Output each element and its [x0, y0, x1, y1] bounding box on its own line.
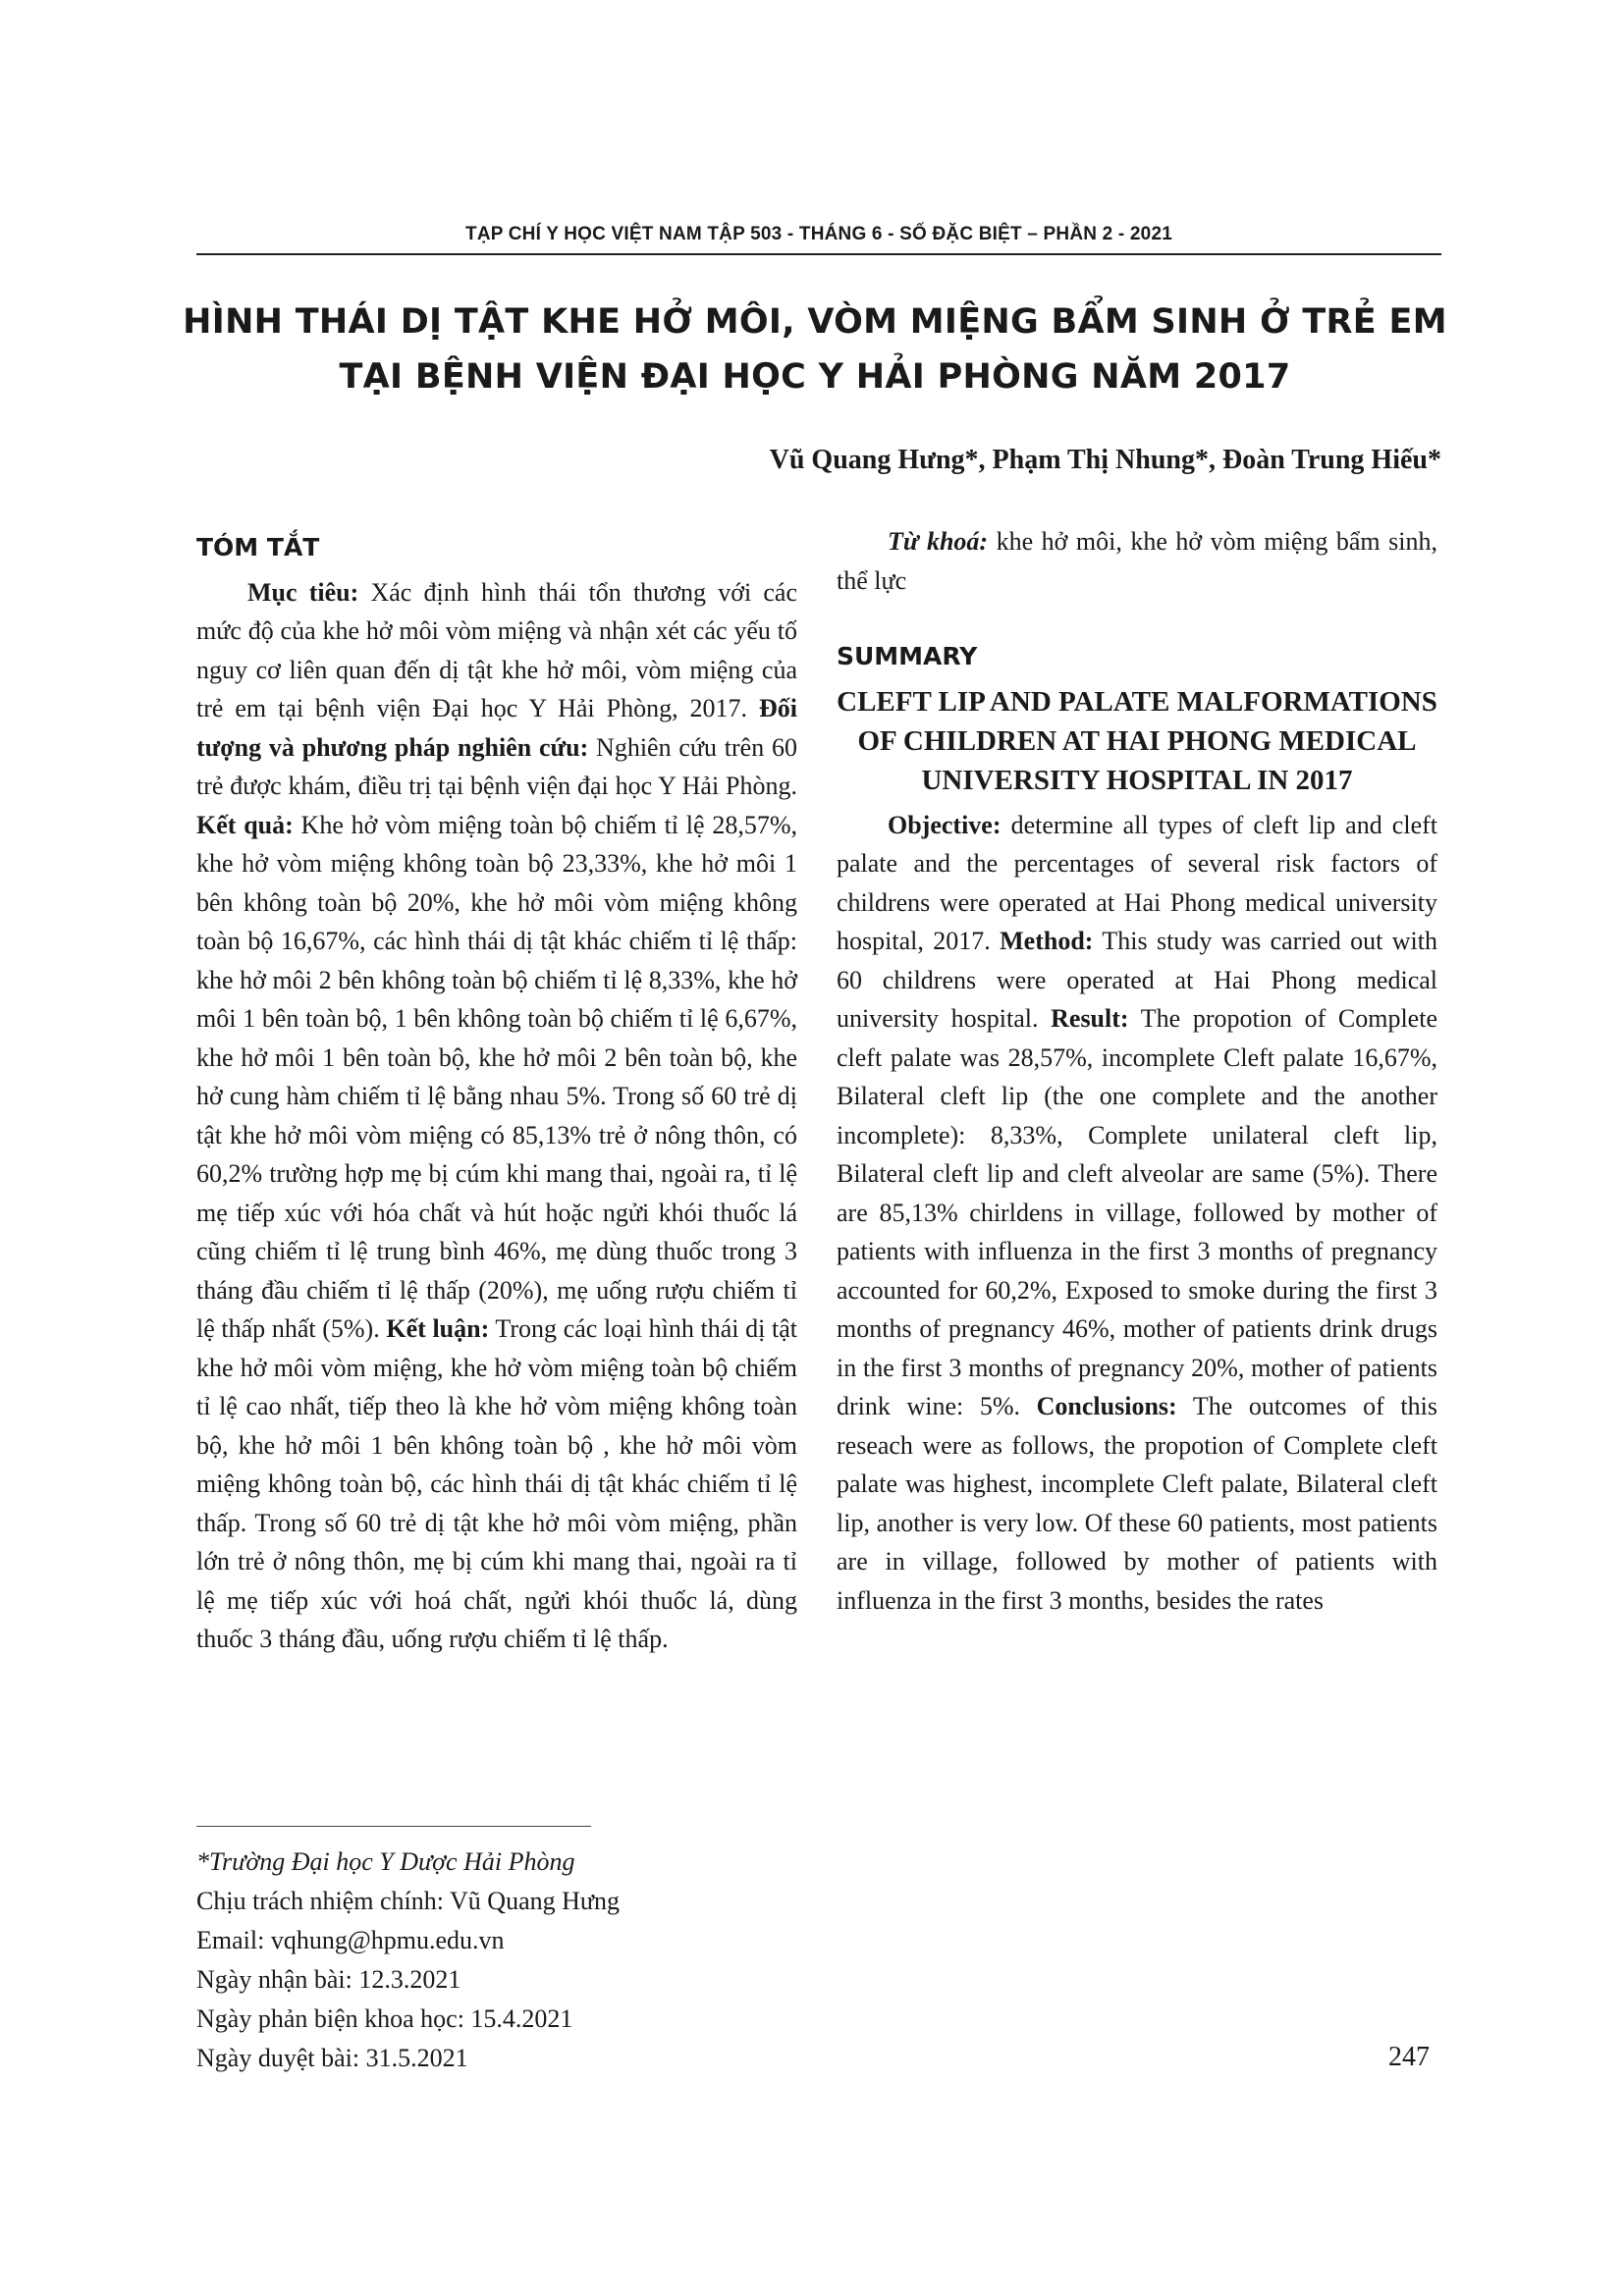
article-title [157, 294, 1473, 404]
method-label: Đối tượng và phương pháp nghiên cứu: [196, 694, 797, 762]
method-text: Nghiên cứu trên 60 trẻ được khám, điều trị tại bệnh viện đại học Y Hải Phòng. [196, 732, 798, 800]
conclusion-text: Trong các loại hình thái dị tật khe hở môi vòm miệng, khe hở vòm miệng toàn bộ chiếm tỉ lệ cao nhất, tiếp theo là khe hở vòm miệng không toàn bộ, khe hở môi 1 bên không toàn bộ , khe hở môi vòm miệng không toàn bộ, các hình thái dị tật khác chiếm tỉ lệ thấp. Trong số 60 trẻ dị tật khe hở môi vòm miệng, phần lớn trẻ ở nông thôn, mẹ bị cúm khi mang thai, ngoài ra tỉ lệ mẹ tiếp xúc với hoá chất, ngửi khói thuốc lá, dùng thuốc 3 tháng đầu, uống rượu chiếm tỉ lệ thấp. [196, 1314, 797, 1653]
en-method-label: Method: [1000, 927, 1094, 955]
result-text: Khe hở vòm miệng toàn bộ chiếm tỉ lệ 28,57%, khe hở vòm miệng không toàn bộ 23,33%, khe hở môi 1 bên không toàn bộ 20%, khe hở môi vòm miệng không toàn bộ 16,67%, các hình thái dị tật khác chiếm tỉ lệ thấp: khe hở môi 2 bên không toàn bộ chiếm tỉ lệ 8,33%, khe hở môi 1 bên toàn bộ, 1 bên không toàn bộ chiếm tỉ lệ 6,67%, khe hở môi 1 bên toàn bộ, khe hở môi 2 bên toàn bộ, khe hở cung hàm chiếm tỉ lệ bằng nhau 5%. Trong số 60 trẻ dị tật khe hở môi vòm miệng có 85,13% trẻ ở nông thôn, có 60,2% trường hợp mẹ bị cúm khi mang thai, ngoài ra, tỉ lệ mẹ tiếp xúc với hóa chất và hút hoặc ngửi khói thuốc lá cũng chiếm tỉ lệ trung bình 46%, mẹ dùng thuốc trong 3 tháng đầu chiếm tỉ lệ thấp (20%), mẹ uống rượu chiếm tỉ lệ thấp nhất (5%). [196, 810, 798, 1343]
keywords-label: Từ khoá: [888, 527, 989, 556]
page-number: 247 [1388, 2042, 1430, 2072]
en-objective-label: Objective: [888, 810, 1001, 839]
footnote-corresponding: Chịu trách nhiệm chính: Vũ Quang Hưng [196, 1887, 620, 1915]
authors: Vũ Quang Hưng*, Phạm Thị Nhung*, Đoàn Trung Hiếu* [769, 445, 1441, 475]
summary-heading: SUMMARY [837, 642, 978, 670]
objective-text: Xác định hình thái tổn thương với các mức độ của khe hở môi vòm miệng và nhận xét các yếu tố nguy cơ liên quan đến dị tật khe hở môi, vòm miệng của trẻ em tại bệnh viện Đại học Y Hải Phòng, 2017. [196, 577, 797, 722]
en-result-label: Result: [1051, 1004, 1129, 1033]
footnote [196, 1842, 805, 2078]
en-conclusion-text: The outcomes of this reseach were as follows, the propotion of Complete cleft palate was highest, incomplete Cleft palate, Bilateral cleft lip, another is very low. Of these 60 patients, most patients are in village, followed by mother of patients with influenza in the first 3 months, besides the rates [837, 1392, 1437, 1615]
abstract-vi-paragraph [196, 573, 797, 1659]
keywords-paragraph [837, 522, 1437, 600]
en-result-text: The propotion of Complete cleft palate was 28,57%, incomplete Cleft palate 16,67%, Bilateral cleft lip (the one complete and the another incomplete): 8,33%, Complete unilateral cleft lip, Bilateral cleft lip and cleft alveolar are same (5%). There are 85,13% chirldens in village, followed by mother of patients with influenza in the first 3 months of pregnancy accounted for 60,2%, Exposed to smoke during the first 3 months of pregnancy 46%, mother of patients drink drugs in the first 3 months of pregnancy 20%, mother of patients drink wine: 5%. [837, 1004, 1437, 1420]
en-method-text: This study was carried out with 60 childrens were operated at Hai Phong medical university hospital. [837, 927, 1437, 1033]
title-line-1: HÌNH THÁI DỊ TẬT KHE HỞ MÔI, VÒM MIỆNG BẨM SINH Ở TRẺ EM [183, 302, 1447, 342]
keywords-text: khe hở môi, khe hở vòm miệng bẩm sinh, thể lực [837, 527, 1438, 595]
footnote-received: Ngày nhận bài: 12.3.2021 [196, 1965, 461, 1994]
footnote-email: Email: vqhung@hpmu.edu.vn [196, 1926, 505, 1954]
header-rule [196, 253, 1441, 255]
right-column [837, 522, 1437, 1620]
footnote-affiliation: *Trường Đại học Y Dược Hải Phòng [196, 1847, 575, 1876]
abstract-heading: TÓM TẮT [196, 533, 320, 561]
left-column [196, 528, 797, 1659]
en-conclusion-label: Conclusions: [1036, 1392, 1177, 1420]
result-label: Kết quả: [196, 810, 294, 839]
title-line-2: TẠI BỆNH VIỆN ĐẠI HỌC Y HẢI PHÒNG NĂM 2017 [339, 357, 1291, 397]
objective-label: Mục tiêu: [247, 577, 359, 607]
conclusion-label: Kết luận: [386, 1314, 490, 1343]
footnote-accepted: Ngày duyệt bài: 31.5.2021 [196, 2044, 468, 2072]
footnote-rule [196, 1826, 591, 1827]
en-objective-text: determine all types of cleft lip and cleft palate and the percentages of several risk factors of childrens were operated at Hai Phong medical university hospital, 2017. [837, 810, 1437, 955]
summary-title: CLEFT LIP AND PALATE MALFORMATIONS OF CHILDREN AT HAI PHONG MEDICAL UNIVERSITY HOSPITAL IN 2017 [837, 685, 1437, 796]
footnote-reviewed: Ngày phản biện khoa học: 15.4.2021 [196, 2004, 573, 2033]
summary-paragraph [837, 806, 1437, 1621]
running-header: TẠP CHÍ Y HỌC VIỆT NAM TẬP 503 - THÁNG 6 - SỐ ĐẶC BIỆT – PHẦN 2 - 2021 [465, 224, 1172, 244]
